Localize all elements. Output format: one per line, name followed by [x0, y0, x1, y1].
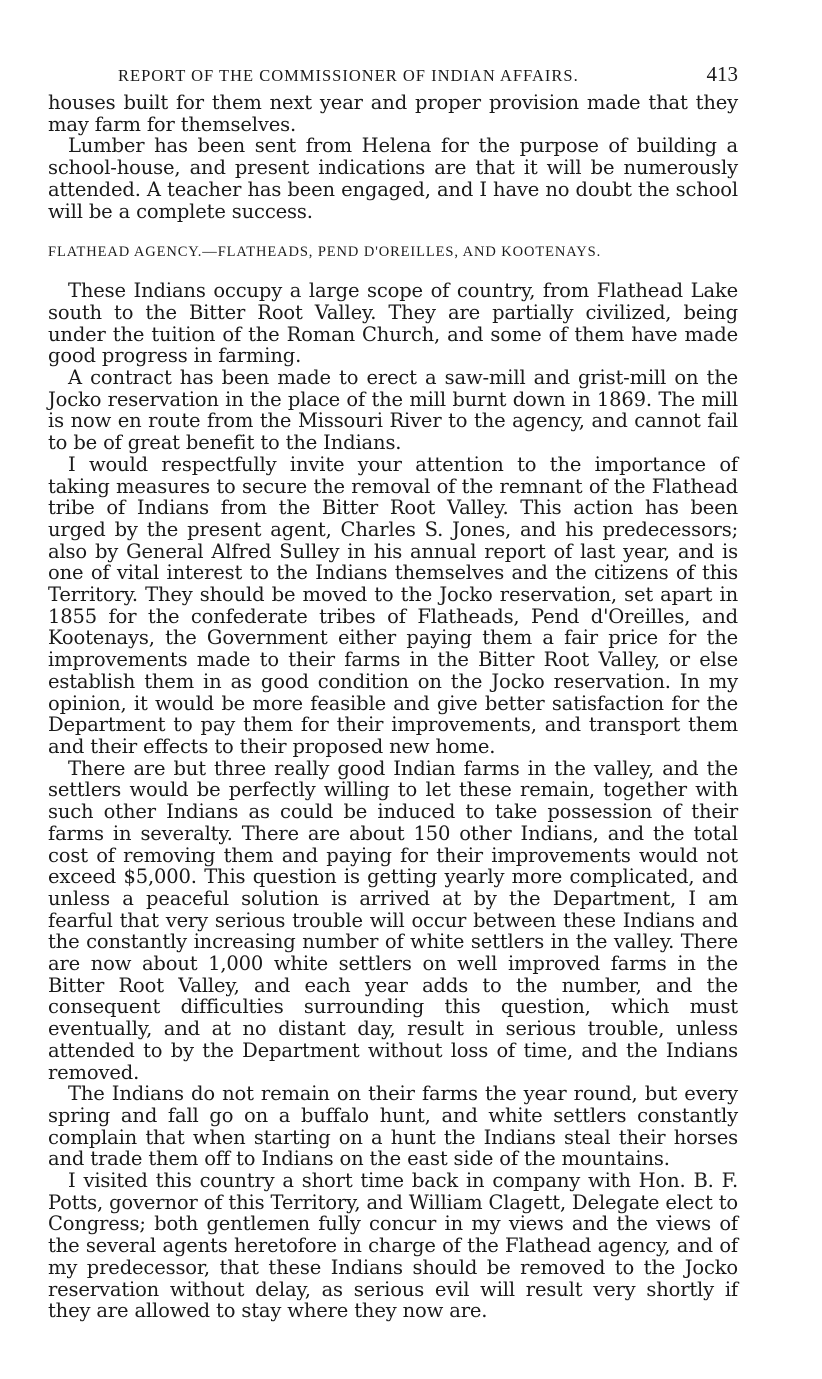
running-header-title: REPORT OF THE COMMISSIONER OF INDIAN AFFAIRS.: [118, 66, 579, 85]
paragraph-removal: I would respectfully invite your attention to the importance of taking measures to secure the removal of the remnant of the Flathead tribe of Indians from the Bitter Root Valley. This action has been urged by the present agent, Charles S. Jones, and his predecessors; also by General Alfred Sulley in his annual report of last year, and is one of vital interest to the Indians themselves and the citizens of this Territory. They should be moved to the Jocko reservation, set apart in 1855 for the confederate tribes of Flatheads, Pend d'Oreilles, and Kootenays, the Government either paying them a fair price for the improvements made to their farms in the Bitter Root Valley, or else establish them in as good condition on the Jocko reservation. In my opinion, it would be more feasible and give better satisfaction for the Department to pay them for their improvements, and transport them and their effects to their proposed new home.: [48, 452, 738, 758]
page-number: 413: [706, 62, 738, 86]
paragraph-country: These Indians occupy a large scope of country, from Flathead Lake south to the Bitter Root Valley. They are partially civilized, being under the tuition of the Roman Church, and some of them have made good progress in farming.: [48, 279, 738, 368]
paragraph-mill-contract: A contract has been made to erect a saw-mill and grist-mill on the Jocko reservation in the place of the mill burnt down in 1869. The mill is now en route from the Missouri River to the agency, and cannot fail to be of great benefit to the Indians.: [48, 366, 738, 455]
paragraph-continued: houses built for them next year and proper provision made that they may farm for themselves.: [48, 91, 738, 136]
document-page: [48, 62, 738, 1322]
paragraph-farms: There are but three really good Indian farms in the valley, and the settlers would be perfectly willing to let these remain, together with such other Indians as could be induced to take possession of their farms in severalty. There are about 150 other Indians, and the total cost of removing them and paying for their improvements would not exceed $5,000. This question is getting yearly more complicated, and unless a peaceful solution is arrived at by the Department, I am fearful that very serious trouble will occur between these Indians and the constantly increasing number of white settlers in the valley. There are now about 1,000 white settlers on well improved farms in the Bitter Root Valley, and each year adds to the number, and the consequent difficulties surrounding this question, which must eventually, and at no distant day, result in serious trouble, unless attended to by the Department without loss of time, and the Indians removed.: [48, 756, 738, 1084]
running-header: [48, 62, 738, 92]
paragraph-visit: I visited this country a short time back in company with Hon. B. F. Potts, governor of this Territory, and William Clagett, Delegate elect to Congress; both gentlemen fully concur in my views and the views of the several agents heretofore in charge of the Flathead agency, and of my predecessor, that these Indians should be removed to the Jocko reservation without delay, as serious evil will result very shortly if they are allowed to stay where they now are.: [48, 1169, 738, 1323]
section-heading: FLATHEAD AGENCY.—FLATHEADS, PEND D'OREILLES, AND KOOTENAYS.: [48, 244, 602, 261]
paragraph-buffalo-hunt: The Indians do not remain on their farms the year round, but every spring and fall go on a buffalo hunt, and white settlers constantly complain that when starting on a hunt the Indians steal their horses and trade them off to Indians on the east side of the mountains.: [48, 1082, 738, 1171]
paragraph-lumber: Lumber has been sent from Helena for the purpose of building a school-house, and present indications are that it will be numerously attended. A teacher has been engaged, and I have no doubt the school will be a complete success.: [48, 134, 738, 223]
